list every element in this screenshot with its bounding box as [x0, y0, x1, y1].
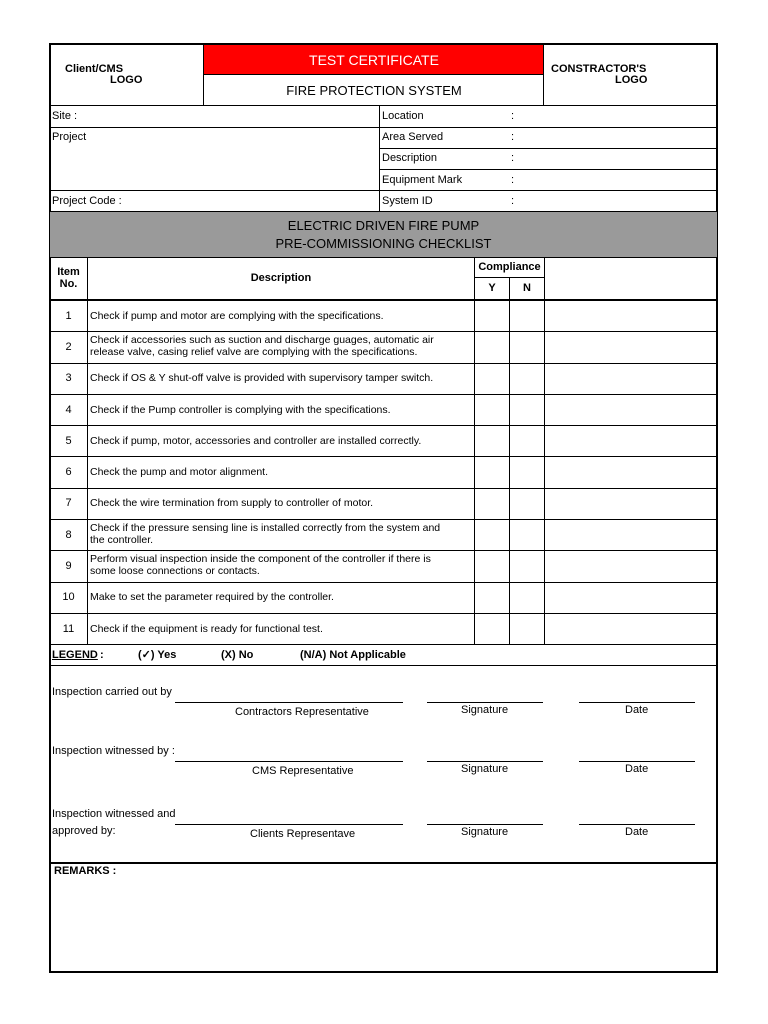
contractor-signature-line[interactable]: [427, 702, 543, 703]
item-description: Check if OS & Y shut-off valve is provided with supervisory tamper switch.: [90, 372, 434, 385]
header-divider: [204, 74, 544, 75]
item-description: Check if pump and motor are complying with the specifications.: [90, 309, 384, 322]
contractor-logo-label: CONSTRACTOR'S: [551, 63, 647, 75]
client-signature-label: Signature: [461, 826, 509, 838]
compliance-no-header: N: [523, 282, 531, 294]
client-logo-label: Client/CMS: [65, 63, 124, 75]
item-number: 6: [65, 466, 72, 479]
system-subtitle: FIRE PROTECTION SYSTEM: [286, 83, 462, 98]
certificate-title: TEST CERTIFICATE: [309, 52, 439, 68]
item-no-header: Item: [57, 266, 80, 278]
table-row: [50, 300, 717, 331]
table-row: [50, 488, 717, 519]
compliance-yes-cell[interactable]: [475, 488, 509, 519]
item-description-cont: release valve, casing relief valve are complying with the specifications.: [90, 346, 418, 359]
cms-signature-line[interactable]: [427, 761, 543, 762]
item-description: Check the wire termination from supply to controller of motor.: [90, 497, 374, 510]
remarks-area[interactable]: [51, 880, 716, 970]
witnessed-label: Inspection witnessed by :: [52, 745, 175, 757]
checklist-subtitle: PRE-COMMISSIONING CHECKLIST: [275, 236, 492, 251]
remarks-label: REMARKS :: [54, 865, 117, 877]
client-logo-sub: LOGO: [110, 74, 143, 86]
description-label: Description: [382, 152, 438, 164]
contractor-signature-label: Signature: [461, 704, 509, 716]
row-remarks-cell[interactable]: [545, 457, 717, 488]
system-id-colon: :: [511, 195, 515, 207]
compliance-yes-cell[interactable]: [475, 457, 509, 488]
client-date-label: Date: [625, 826, 649, 838]
item-number: 7: [65, 497, 72, 510]
compliance-no-cell[interactable]: [510, 425, 544, 456]
cms-date-line[interactable]: [579, 761, 695, 762]
row-remarks-cell[interactable]: [545, 394, 717, 425]
client-signature-line[interactable]: [427, 824, 543, 825]
table-row: [50, 425, 717, 456]
compliance-yes-cell[interactable]: [475, 613, 509, 644]
legend-colon: :: [100, 649, 104, 661]
item-number: 10: [62, 591, 75, 604]
item-description: Check if pump, motor, accessories and controller are installed correctly.: [90, 434, 422, 447]
project-code-label: Project Code :: [52, 195, 122, 207]
compliance-no-cell[interactable]: [510, 363, 544, 394]
location-label: Location: [382, 110, 424, 122]
item-description-cont: some loose connections or contacts.: [90, 565, 260, 578]
client-rep-line[interactable]: [175, 824, 403, 825]
compliance-yes-cell[interactable]: [475, 331, 509, 362]
item-description: Perform visual inspection inside the component of the controller if there is: [90, 553, 431, 566]
table-bottom-rule: [50, 644, 717, 645]
info-rule: [50, 127, 379, 128]
cms-rep-label: CMS Representative: [252, 765, 354, 777]
compliance-yes-cell[interactable]: [475, 550, 509, 581]
contractors-rep-label: Contractors Representative: [235, 706, 369, 718]
row-remarks-cell[interactable]: [545, 519, 717, 550]
system-id-label: System ID: [382, 195, 433, 207]
item-number: 3: [65, 372, 72, 385]
item-number: 11: [62, 622, 75, 635]
table-row: [50, 363, 717, 394]
legend-bottom-rule: [50, 665, 717, 666]
area-served-label: Area Served: [382, 131, 444, 143]
item-number: 5: [65, 434, 72, 447]
compliance-header: Compliance: [478, 261, 541, 273]
checklist-title: ELECTRIC DRIVEN FIRE PUMP: [287, 218, 480, 233]
cms-rep-line[interactable]: [175, 761, 403, 762]
table-row: [50, 394, 717, 425]
table-row: [50, 550, 717, 581]
description-header: Description: [250, 272, 312, 284]
area-served-colon: :: [511, 131, 515, 143]
header-bottom-rule: [50, 105, 717, 106]
item-number: 4: [65, 403, 72, 416]
info-rule: [380, 190, 717, 191]
client-date-line[interactable]: [579, 824, 695, 825]
compliance-yes-cell[interactable]: [475, 425, 509, 456]
item-description: Check if accessories such as suction and discharge guages, automatic air: [90, 334, 434, 347]
approved-label-sub: approved by:: [52, 825, 116, 837]
compliance-no-cell[interactable]: [510, 394, 544, 425]
table-row: [50, 457, 717, 488]
legend-no: (X) No: [221, 649, 254, 661]
compliance-yes-cell[interactable]: [475, 300, 509, 331]
contractor-logo-sub: LOGO: [615, 74, 648, 86]
compliance-yes-cell[interactable]: [475, 394, 509, 425]
clients-rep-label: Clients Representave: [250, 828, 356, 840]
row-remarks-cell[interactable]: [545, 488, 717, 519]
table-row: [50, 613, 717, 644]
item-description: Check if the pressure sensing line is installed correctly from the system and: [90, 522, 441, 535]
site-label: Site :: [52, 110, 78, 122]
row-remarks-cell[interactable]: [545, 363, 717, 394]
compliance-yes-cell[interactable]: [475, 582, 509, 613]
carried-out-label: Inspection carried out by: [52, 686, 172, 698]
compliance-yes-cell[interactable]: [475, 519, 509, 550]
compliance-no-cell[interactable]: [510, 457, 544, 488]
project-label: Project: [52, 131, 87, 143]
table-row: [50, 582, 717, 613]
compliance-no-cell[interactable]: [510, 488, 544, 519]
table-row: [50, 519, 717, 550]
legend-yes: (✓) Yes: [138, 649, 177, 661]
remarks-top-rule: [50, 862, 717, 864]
item-description: Check if the Pump controller is complying with the specifications.: [90, 403, 391, 416]
info-rule: [380, 127, 717, 128]
row-remarks-cell[interactable]: [545, 613, 717, 644]
equipment-mark-label: Equipment Mark: [382, 174, 463, 186]
compliance-no-cell[interactable]: [510, 331, 544, 362]
info-rule: [50, 190, 379, 191]
contractor-date-label: Date: [625, 704, 649, 716]
compliance-yes-header: Y: [488, 282, 496, 294]
item-description-cont: the controller.: [90, 534, 154, 547]
contractor-rep-line[interactable]: [175, 702, 403, 703]
item-description: Make to set the parameter required by the controller.: [90, 591, 334, 604]
approved-label: Inspection witnessed and: [52, 808, 176, 820]
band-bottom-rule: [50, 257, 717, 258]
compliance-no-cell[interactable]: [510, 300, 544, 331]
legend-na: (N/A) Not Applicable: [300, 649, 406, 661]
item-number: 9: [65, 560, 72, 573]
info-divider: [379, 106, 380, 211]
equipment-mark-colon: :: [511, 174, 515, 186]
item-number: 8: [65, 528, 72, 541]
item-number: 1: [65, 309, 72, 322]
compliance-no-cell[interactable]: [510, 550, 544, 581]
row-remarks-cell[interactable]: [545, 550, 717, 581]
row-remarks-cell[interactable]: [545, 300, 717, 331]
compliance-sub-rule: [475, 277, 544, 278]
info-rule: [380, 148, 717, 149]
info-rule: [380, 169, 717, 170]
compliance-no-cell[interactable]: [510, 519, 544, 550]
compliance-yes-cell[interactable]: [475, 363, 509, 394]
legend-label: LEGEND: [52, 649, 98, 661]
row-remarks-cell[interactable]: [545, 331, 717, 362]
cms-date-label: Date: [625, 763, 649, 775]
location-colon: :: [511, 110, 515, 122]
cms-signature-label: Signature: [461, 763, 509, 775]
compliance-no-cell[interactable]: [510, 613, 544, 644]
table-row: [50, 331, 717, 362]
row-remarks-cell[interactable]: [545, 582, 717, 613]
item-description: Check the pump and motor alignment.: [90, 466, 269, 479]
item-no-header-sub: No.: [59, 278, 78, 290]
compliance-no-cell[interactable]: [510, 582, 544, 613]
description-colon: :: [511, 152, 515, 164]
contractor-date-line[interactable]: [579, 702, 695, 703]
item-number: 2: [65, 340, 72, 353]
row-remarks-cell[interactable]: [545, 425, 717, 456]
item-description: Check if the equipment is ready for functional test.: [90, 622, 323, 635]
